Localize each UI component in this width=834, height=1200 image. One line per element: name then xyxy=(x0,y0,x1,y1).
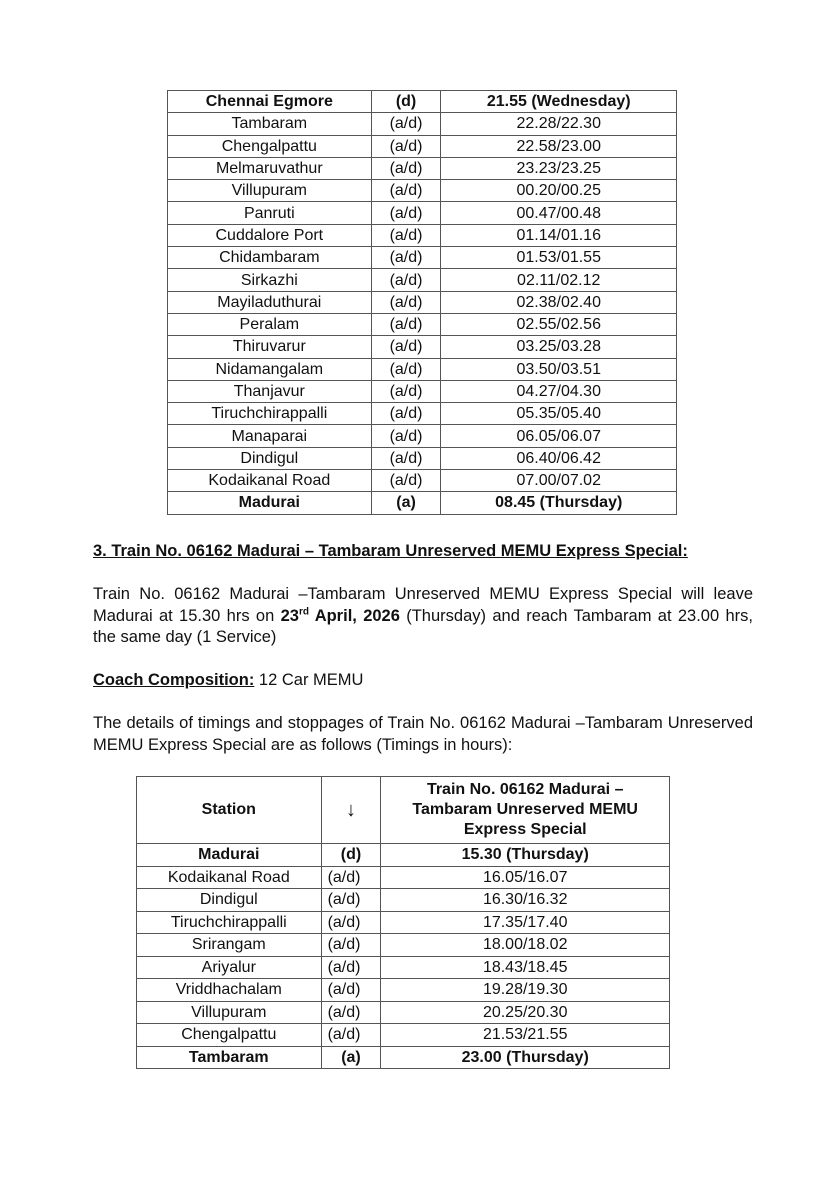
time-cell: 03.50/03.51 xyxy=(441,358,677,380)
table-row xyxy=(168,403,677,425)
table-row xyxy=(137,1046,670,1069)
table-row xyxy=(168,313,677,335)
time-cell: 18.43/18.45 xyxy=(381,956,670,979)
station-cell: Tiruchchirappalli xyxy=(168,403,372,425)
station-cell: Tambaram xyxy=(168,113,372,135)
code-cell: (a/d) xyxy=(321,911,381,934)
time-cell: 03.25/03.28 xyxy=(441,336,677,358)
section-heading: 3. Train No. 06162 Madurai – Tambaram Unreserved MEMU Express Special: xyxy=(93,542,688,560)
time-cell: 17.35/17.40 xyxy=(381,911,670,934)
time-cell: 16.05/16.07 xyxy=(381,866,670,889)
table-row xyxy=(168,380,677,402)
timing-table-madurai-tambaram xyxy=(136,776,670,1069)
table-row xyxy=(168,135,677,157)
time-cell: 06.05/06.07 xyxy=(441,425,677,447)
time-cell: 21.55 (Wednesday) xyxy=(441,91,677,113)
code-cell: (a/d) xyxy=(371,224,441,246)
coach-composition-value: 12 Car MEMU xyxy=(254,671,364,689)
table-row xyxy=(168,180,677,202)
coach-composition xyxy=(93,670,753,692)
station-cell: Sirkazhi xyxy=(168,269,372,291)
timings-intro: The details of timings and stoppages of Train No. 06162 Madurai –Tambaram Unreserved MEMU Express Special are as follows (Timings in hours): xyxy=(93,714,753,754)
code-cell: (a/d) xyxy=(321,934,381,957)
code-cell: (a/d) xyxy=(371,336,441,358)
station-cell: Dindigul xyxy=(137,889,322,912)
header-station: Station xyxy=(137,777,322,844)
station-cell: Peralam xyxy=(168,313,372,335)
station-cell: Tambaram xyxy=(137,1046,322,1069)
table-row xyxy=(168,447,677,469)
code-cell: (a/d) xyxy=(321,979,381,1002)
code-cell: (d) xyxy=(371,91,441,113)
time-cell: 07.00/07.02 xyxy=(441,470,677,492)
station-cell: Panruti xyxy=(168,202,372,224)
table-row xyxy=(168,113,677,135)
station-cell: Chidambaram xyxy=(168,247,372,269)
code-cell: (a/d) xyxy=(371,403,441,425)
station-cell: Madurai xyxy=(137,844,322,867)
station-cell: Dindigul xyxy=(168,447,372,469)
station-cell: Ariyalur xyxy=(137,956,322,979)
table-header-row xyxy=(137,777,670,844)
station-cell: Nidamangalam xyxy=(168,358,372,380)
header-arrow: ↓ xyxy=(321,777,381,844)
code-cell: (a/d) xyxy=(321,1024,381,1047)
table-row xyxy=(137,844,670,867)
code-cell: (a/d) xyxy=(371,180,441,202)
code-cell: (a/d) xyxy=(371,470,441,492)
station-cell: Tiruchchirappalli xyxy=(137,911,322,934)
code-cell: (a/d) xyxy=(321,956,381,979)
time-cell: 15.30 (Thursday) xyxy=(381,844,670,867)
code-cell: (a/d) xyxy=(321,1001,381,1024)
table-row xyxy=(168,247,677,269)
time-cell: 16.30/16.32 xyxy=(381,889,670,912)
station-cell: Thanjavur xyxy=(168,380,372,402)
station-cell: Chengalpattu xyxy=(168,135,372,157)
table-row xyxy=(137,889,670,912)
table-row xyxy=(168,470,677,492)
code-cell: (a/d) xyxy=(321,866,381,889)
station-cell: Villupuram xyxy=(137,1001,322,1024)
code-cell: (a/d) xyxy=(371,313,441,335)
station-cell: Manaparai xyxy=(168,425,372,447)
time-cell: 23.00 (Thursday) xyxy=(381,1046,670,1069)
timing-table-chennai-madurai xyxy=(167,90,677,515)
station-cell: Chennai Egmore xyxy=(168,91,372,113)
time-cell: 21.53/21.55 xyxy=(381,1024,670,1047)
station-cell: Kodaikanal Road xyxy=(137,866,322,889)
service-description: Train No. 06162 Madurai –Tambaram Unreserved MEMU Express Special will leave Madurai at 15.30 hrs on 23rd April, 2026 (Thursday) and reach Tambaram at 23.00 hrs, the same day (1 Service) xyxy=(93,585,754,646)
station-cell: Melmaruvathur xyxy=(168,157,372,179)
code-cell: (a/d) xyxy=(371,380,441,402)
time-cell: 08.45 (Thursday) xyxy=(441,492,677,514)
station-cell: Srirangam xyxy=(137,934,322,957)
time-cell: 00.47/00.48 xyxy=(441,202,677,224)
table-row xyxy=(168,492,677,514)
station-cell: Madurai xyxy=(168,492,372,514)
code-cell: (a/d) xyxy=(371,157,441,179)
station-cell: Kodaikanal Road xyxy=(168,470,372,492)
time-cell: 01.14/01.16 xyxy=(441,224,677,246)
table-row xyxy=(168,91,677,113)
station-cell: Chengalpattu xyxy=(137,1024,322,1047)
code-cell: (a/d) xyxy=(321,889,381,912)
table-row xyxy=(168,269,677,291)
time-cell: 22.28/22.30 xyxy=(441,113,677,135)
code-cell: (a/d) xyxy=(371,291,441,313)
time-cell: 02.38/02.40 xyxy=(441,291,677,313)
code-cell: (a/d) xyxy=(371,447,441,469)
time-cell: 02.55/02.56 xyxy=(441,313,677,335)
coach-composition-label: Coach Composition: xyxy=(93,671,255,689)
code-cell: (a/d) xyxy=(371,202,441,224)
table-row xyxy=(168,224,677,246)
table-row xyxy=(168,157,677,179)
time-cell: 23.23/23.25 xyxy=(441,157,677,179)
time-cell: 18.00/18.02 xyxy=(381,934,670,957)
code-cell: (a/d) xyxy=(371,269,441,291)
table-row xyxy=(137,1001,670,1024)
station-cell: Mayiladuthurai xyxy=(168,291,372,313)
table-row xyxy=(137,911,670,934)
time-cell: 06.40/06.42 xyxy=(441,447,677,469)
time-cell: 05.35/05.40 xyxy=(441,403,677,425)
code-cell: (a) xyxy=(321,1046,381,1069)
time-cell: 22.58/23.00 xyxy=(441,135,677,157)
station-cell: Cuddalore Port xyxy=(168,224,372,246)
table-row xyxy=(137,866,670,889)
table-row xyxy=(168,358,677,380)
station-cell: Vriddhachalam xyxy=(137,979,322,1002)
table-row xyxy=(137,1024,670,1047)
station-cell: Thiruvarur xyxy=(168,336,372,358)
code-cell: (a/d) xyxy=(371,135,441,157)
table-row xyxy=(168,425,677,447)
time-cell: 01.53/01.55 xyxy=(441,247,677,269)
code-cell: (a/d) xyxy=(371,358,441,380)
code-cell: (d) xyxy=(321,844,381,867)
code-cell: (a/d) xyxy=(371,113,441,135)
table-row xyxy=(137,979,670,1002)
time-cell: 02.11/02.12 xyxy=(441,269,677,291)
table-row xyxy=(137,956,670,979)
time-cell: 00.20/00.25 xyxy=(441,180,677,202)
table-row xyxy=(168,202,677,224)
header-train: Train No. 06162 Madurai – Tambaram Unreserved MEMU Express Special xyxy=(381,777,670,844)
time-cell: 04.27/04.30 xyxy=(441,380,677,402)
time-cell: 19.28/19.30 xyxy=(381,979,670,1002)
code-cell: (a/d) xyxy=(371,247,441,269)
code-cell: (a/d) xyxy=(371,425,441,447)
code-cell: (a) xyxy=(371,492,441,514)
table-row xyxy=(137,934,670,957)
station-cell: Villupuram xyxy=(168,180,372,202)
table-row xyxy=(168,336,677,358)
table-row xyxy=(168,291,677,313)
time-cell: 20.25/20.30 xyxy=(381,1001,670,1024)
